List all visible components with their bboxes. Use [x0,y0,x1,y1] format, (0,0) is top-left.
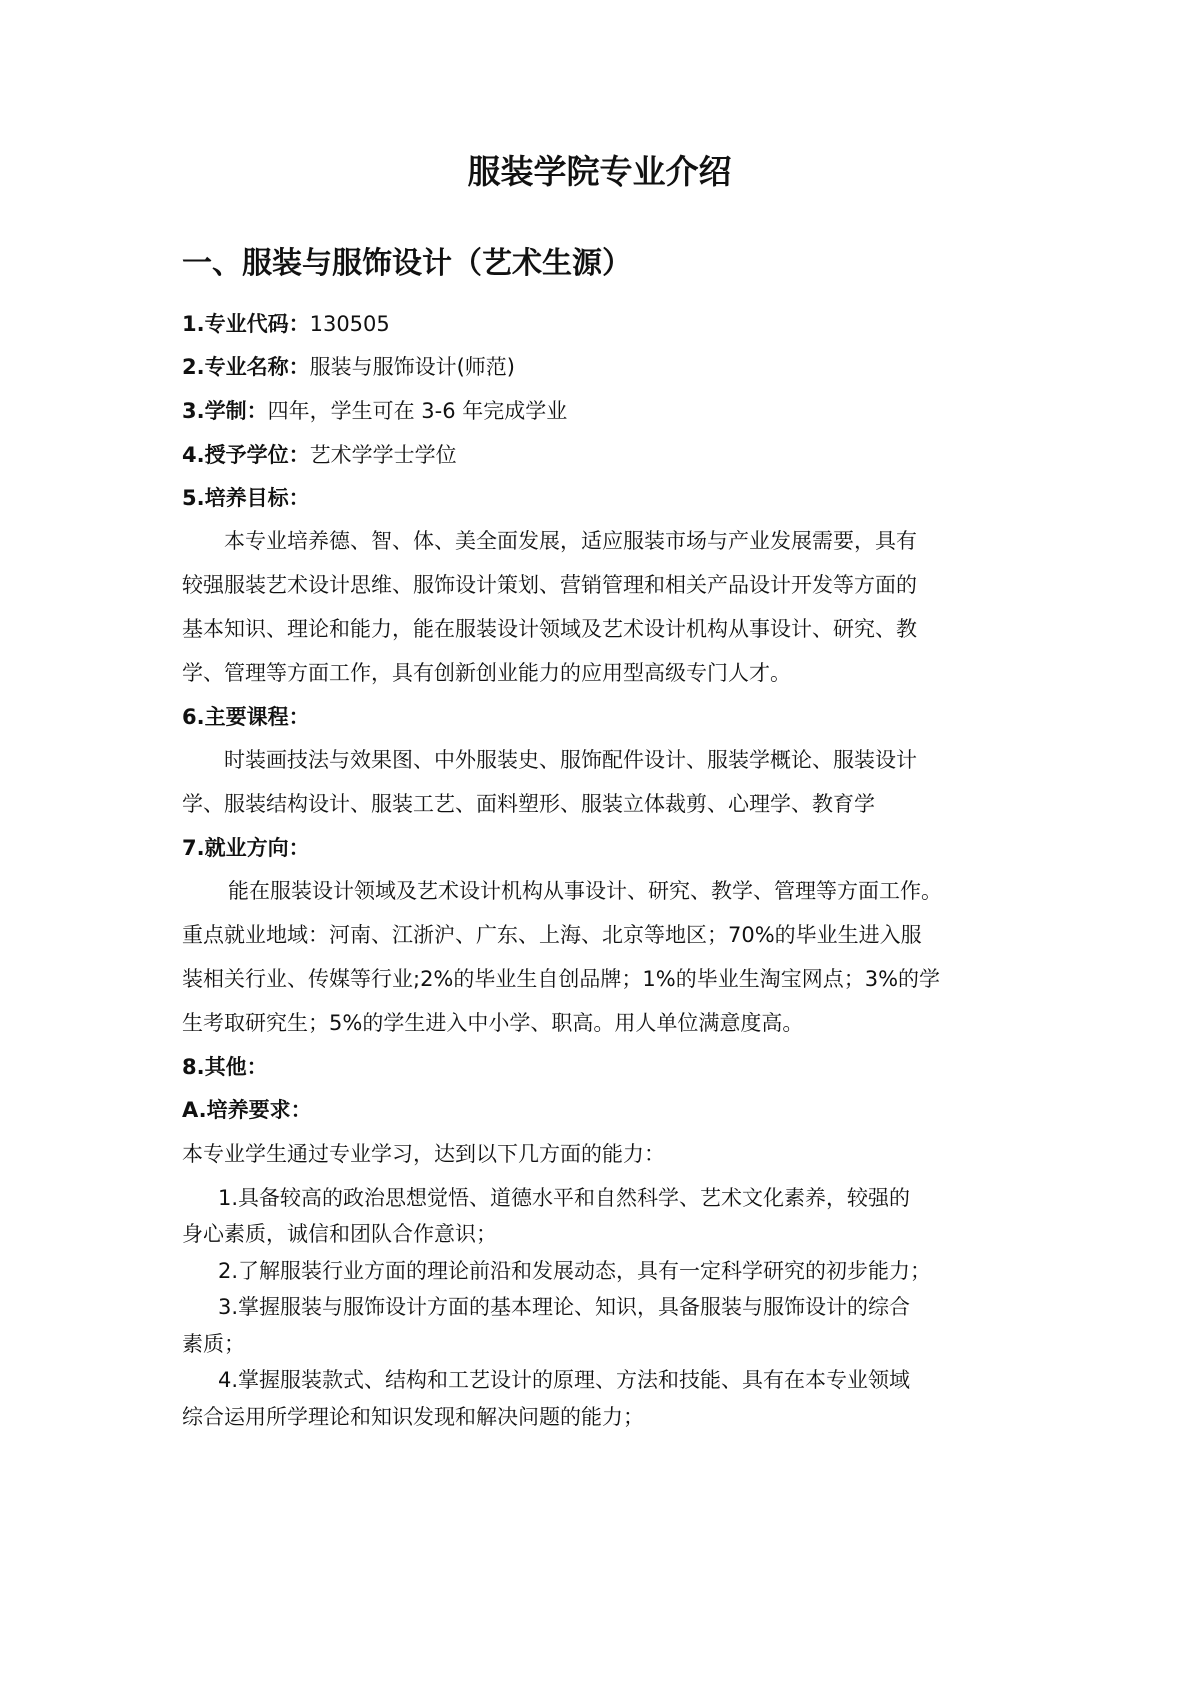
requirement-line: 综合运用所学理论和知识发现和解决问题的能力； [182,1405,644,1429]
course-line: 时装画技法与效果图、中外服装史、服饰配件设计、服装学概论、服装设计 [224,748,917,772]
item-label: 1.专业代码： [182,312,310,336]
item-value: 服装与服饰设计(师范) [309,355,515,379]
goal-line: 本专业培养德、智、体、美全面发展，适应服装市场与产业发展需要，具有 [224,529,917,553]
section-heading: 一、服装与服饰设计（艺术生源） [182,246,632,281]
career-line: 重点就业地域：河南、江浙沪、广东、上海、北京等地区；70%的毕业生进入服 [182,923,922,947]
requirements-label: A.培养要求： [182,1098,312,1122]
goal-line: 基本知识、理论和能力，能在服装设计领域及艺术设计机构从事设计、研究、教 [182,617,917,641]
career-line: 生考取研究生；5%的学生进入中小学、职高。用人单位满意度高。 [182,1011,804,1035]
career-line: 能在服装设计领域及艺术设计机构从事设计、研究、教学、管理等方面工作。 [228,879,942,903]
requirement-line: 素质； [182,1332,245,1356]
requirement-line: 1.具备较高的政治思想觉悟、道德水平和自然科学、艺术文化素养，较强的 [218,1186,911,1210]
item-label: 4.授予学位： [182,443,310,467]
item-goal [182,483,310,513]
item-degree [182,440,457,470]
requirements-intro: 本专业学生通过专业学习，达到以下几方面的能力： [182,1142,665,1166]
requirement-line: 2.了解服装行业方面的理论前沿和发展动态，具有一定科学研究的初步能力； [218,1259,932,1283]
requirement-line: 3.掌握服装与服饰设计方面的基本理论、知识，具备服装与服饰设计的综合 [218,1295,911,1319]
goal-line: 学、管理等方面工作，具有创新创业能力的应用型高级专门人才。 [182,661,791,685]
requirement-line: 4.掌握服装款式、结构和工艺设计的原理、方法和技能、具有在本专业领域 [218,1368,911,1392]
other-label: 8.其他： [182,1055,268,1079]
item-label: 3.学制： [182,399,268,423]
career-line: 装相关行业、传媒等行业;2%的毕业生自创品牌；1%的毕业生淘宝网点；3%的学 [182,967,941,991]
career-label: 7.就业方向： [182,836,310,860]
courses-label: 6.主要课程： [182,705,310,729]
item-value: 四年，学生可在 3-6 年完成学业 [267,399,568,423]
page-title: 服装学院专业介绍 [467,152,732,191]
item-value: 130505 [309,312,390,336]
item-label: 5.培养目标： [182,486,310,510]
item-major-name [182,352,515,382]
item-major-code [182,309,390,339]
item-label: 2.专业名称： [182,355,310,379]
course-line: 学、服装结构设计、服装工艺、面料塑形、服装立体裁剪、心理学、教育学 [182,792,875,816]
requirement-line: 身心素质，诚信和团队合作意识； [182,1222,497,1246]
item-duration [182,396,567,426]
goal-line: 较强服装艺术设计思维、服饰设计策划、营销管理和相关产品设计开发等方面的 [182,573,917,597]
item-value: 艺术学学士学位 [309,443,457,467]
